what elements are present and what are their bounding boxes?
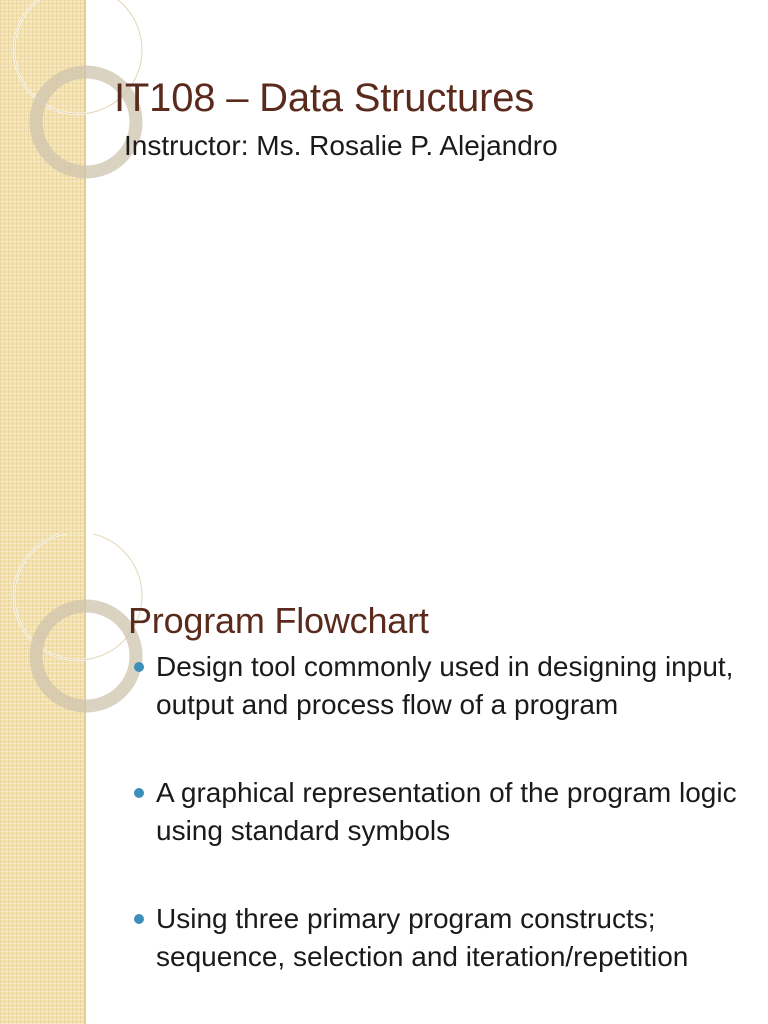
list-item bbox=[130, 648, 750, 724]
bullet-icon bbox=[134, 662, 144, 672]
bullet-icon bbox=[134, 788, 144, 798]
instructor-subtitle: Instructor: Ms. Rosalie P. Alejandro bbox=[124, 130, 558, 161]
page-title: IT108 – Data Structures bbox=[114, 76, 535, 120]
bullet-list bbox=[130, 648, 750, 1024]
list-item bbox=[130, 900, 750, 976]
bullet-icon bbox=[134, 914, 144, 924]
bullet-text: Using three primary program constructs; sequence, selection and iteration/repetition bbox=[156, 903, 689, 972]
bullet-text: Design tool commonly used in designing input, output and process flow of a program bbox=[156, 651, 734, 720]
decorative-side-band bbox=[0, 534, 86, 1024]
list-item bbox=[130, 774, 750, 850]
section-title: Program Flowchart bbox=[128, 600, 429, 641]
bullet-text: A graphical representation of the program logic using standard symbols bbox=[156, 777, 737, 846]
slide-program-flowchart bbox=[0, 534, 768, 1024]
decorative-side-band bbox=[0, 0, 86, 534]
